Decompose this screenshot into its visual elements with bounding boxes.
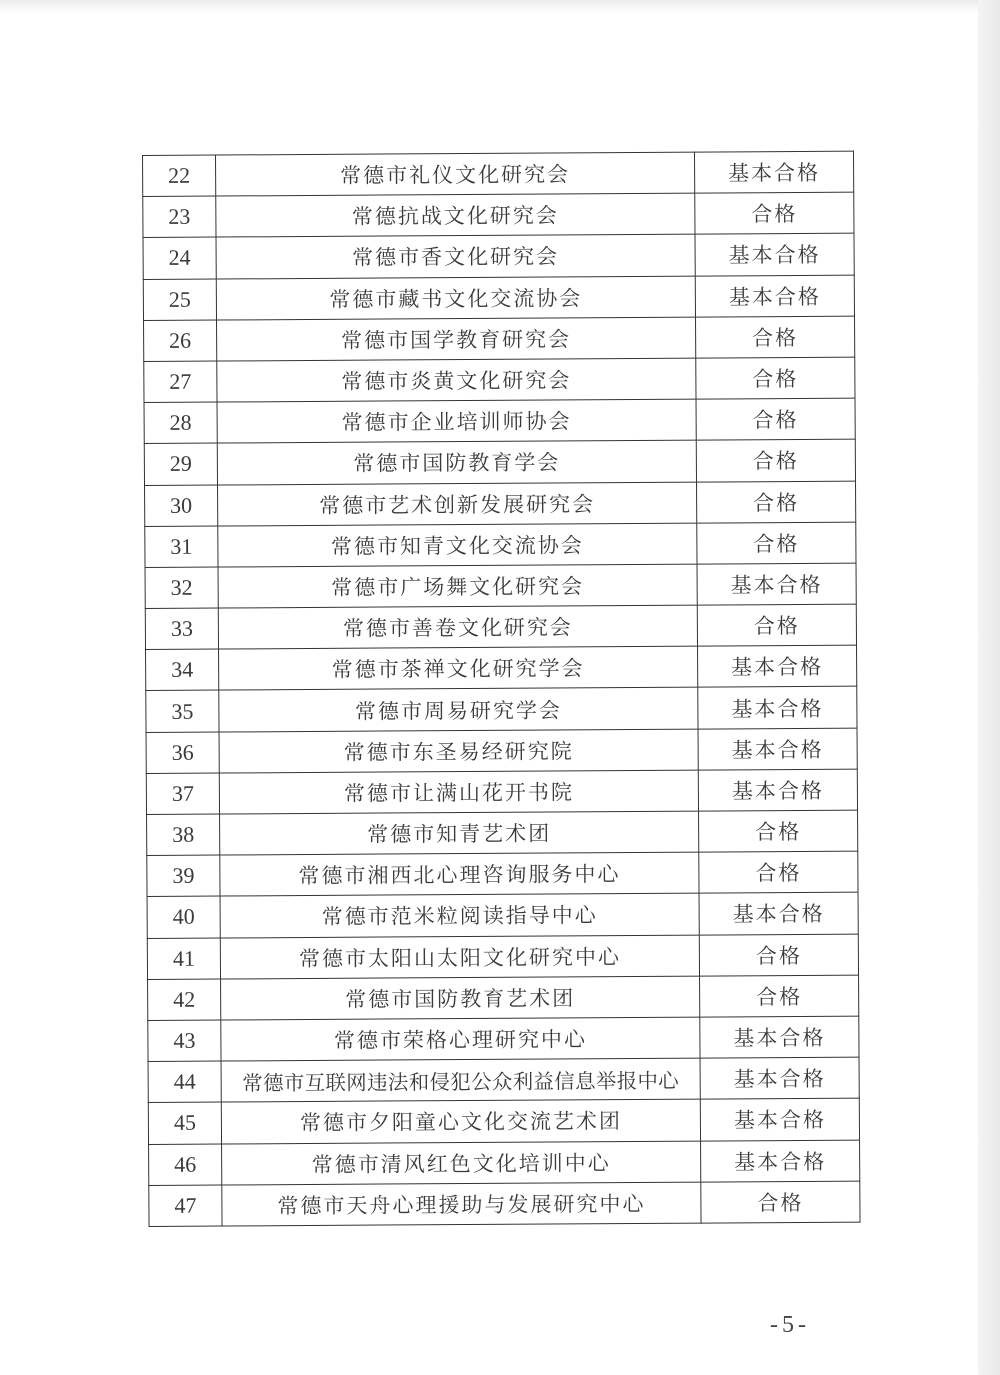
organization-name: 常德市国防教育艺术团	[221, 976, 700, 1020]
organization-name: 常德市礼仪文化研究会	[216, 152, 695, 196]
table-row	[145, 481, 856, 527]
evaluation-result: 合格	[699, 934, 858, 976]
row-number: 29	[144, 443, 217, 485]
organization-name: 常德市夕阳童心文化交流艺术团	[221, 1099, 700, 1143]
organization-name: 常德市国防教育学会	[217, 440, 696, 484]
evaluation-result: 合格	[697, 481, 856, 523]
organization-name: 常德市艺术创新发展研究会	[218, 482, 697, 526]
table-row	[146, 645, 857, 691]
table-row	[143, 234, 854, 280]
row-number: 26	[144, 320, 217, 362]
organization-name: 常德市太阳山太阳文化研究中心	[220, 935, 699, 979]
table-row	[145, 563, 856, 609]
table-row	[145, 604, 856, 650]
table-body	[143, 151, 861, 1226]
table-row	[146, 728, 857, 774]
table-row	[146, 769, 857, 815]
row-number: 28	[144, 402, 217, 444]
evaluation-result: 基本合格	[698, 728, 857, 770]
table-row	[147, 851, 858, 897]
row-number: 43	[148, 1020, 221, 1062]
row-number: 25	[143, 279, 216, 321]
row-number: 23	[143, 196, 216, 238]
row-number: 32	[145, 567, 218, 609]
scan-edge-right	[978, 0, 1000, 1375]
table-row	[143, 192, 854, 238]
row-number: 24	[143, 237, 216, 279]
evaluation-result: 合格	[699, 810, 858, 852]
evaluation-result: 基本合格	[697, 563, 856, 605]
evaluation-result: 合格	[695, 192, 854, 234]
table-row	[147, 934, 858, 980]
organization-name: 常德市炎黄文化研究会	[217, 358, 696, 402]
table-row	[147, 893, 858, 939]
row-number: 40	[147, 896, 220, 938]
document-page	[142, 155, 854, 1227]
organization-name: 常德市知青文化交流协会	[218, 523, 697, 567]
table-row	[148, 1016, 859, 1062]
row-number: 44	[148, 1061, 221, 1103]
row-number: 42	[148, 979, 221, 1021]
row-number: 45	[148, 1102, 221, 1144]
table-row	[148, 975, 859, 1021]
evaluation-result: 基本合格	[695, 234, 854, 276]
evaluation-result: 合格	[701, 1181, 860, 1223]
evaluation-result: 合格	[699, 851, 858, 893]
table-row	[146, 687, 857, 733]
organization-name: 常德市知青艺术团	[220, 811, 699, 855]
row-number: 30	[145, 485, 218, 527]
row-number: 41	[147, 938, 220, 980]
evaluation-result: 合格	[700, 975, 859, 1017]
organization-name: 常德市藏书文化交流协会	[216, 276, 695, 320]
evaluation-result: 基本合格	[698, 687, 857, 729]
row-number: 46	[149, 1144, 222, 1186]
row-number: 33	[145, 608, 218, 650]
evaluation-result: 基本合格	[700, 1016, 859, 1058]
evaluation-result: 基本合格	[701, 1140, 860, 1182]
organization-name: 常德市茶禅文化研究学会	[219, 646, 698, 690]
table-row	[149, 1181, 860, 1227]
organization-name: 常德市东圣易经研究院	[219, 729, 698, 773]
evaluation-results-table	[142, 151, 861, 1227]
table-row	[144, 316, 855, 362]
table-row	[144, 398, 855, 444]
organization-name: 常德市广场舞文化研究会	[218, 564, 697, 608]
row-number: 36	[146, 732, 219, 774]
evaluation-result: 基本合格	[700, 1057, 859, 1099]
evaluation-result: 基本合格	[699, 893, 858, 935]
row-number: 34	[146, 649, 219, 691]
evaluation-result: 合格	[696, 398, 855, 440]
row-number: 39	[147, 855, 220, 897]
organization-name: 常德市互联网违法和侵犯公众利益信息举报中心	[221, 1058, 700, 1102]
evaluation-result: 合格	[696, 357, 855, 399]
row-number: 37	[146, 773, 219, 815]
evaluation-result: 基本合格	[698, 769, 857, 811]
evaluation-result: 合格	[696, 439, 855, 481]
organization-name: 常德市湘西北心理咨询服务中心	[220, 852, 699, 896]
row-number: 47	[149, 1185, 222, 1227]
row-number: 38	[147, 814, 220, 856]
table-row	[148, 1057, 859, 1103]
evaluation-result: 基本合格	[700, 1098, 859, 1140]
row-number: 31	[145, 526, 218, 568]
row-number: 22	[143, 155, 216, 197]
scan-edge-top	[0, 0, 1000, 14]
evaluation-result: 合格	[695, 316, 854, 358]
organization-name: 常德市周易研究学会	[219, 688, 698, 732]
organization-name: 常德抗战文化研究会	[216, 193, 695, 237]
table-row	[147, 810, 858, 856]
organization-name: 常德市清风红色文化培训中心	[222, 1141, 701, 1185]
table-row	[145, 522, 856, 568]
table-row	[143, 275, 854, 321]
table-row	[143, 151, 854, 197]
table-row	[144, 439, 855, 485]
table-row	[148, 1098, 859, 1144]
evaluation-result: 基本合格	[695, 275, 854, 317]
evaluation-result: 合格	[697, 522, 856, 564]
row-number: 27	[144, 361, 217, 403]
evaluation-result: 合格	[697, 604, 856, 646]
organization-name: 常德市让满山花开书院	[219, 770, 698, 814]
table-row	[144, 357, 855, 403]
organization-name: 常德市善卷文化研究会	[218, 605, 697, 649]
table-row	[149, 1140, 860, 1186]
organization-name: 常德市香文化研究会	[216, 234, 695, 278]
row-number: 35	[146, 690, 219, 732]
organization-name: 常德市范米粒阅读指导中心	[220, 893, 699, 937]
organization-name: 常德市荣格心理研究中心	[221, 1017, 700, 1061]
organization-name: 常德市企业培训师协会	[217, 399, 696, 443]
organization-name: 常德市国学教育研究会	[217, 317, 696, 361]
evaluation-result: 基本合格	[698, 645, 857, 687]
page-number: -5-	[770, 1312, 810, 1338]
evaluation-result: 基本合格	[694, 151, 853, 193]
organization-name: 常德市天舟心理援助与发展研究中心	[222, 1182, 701, 1226]
